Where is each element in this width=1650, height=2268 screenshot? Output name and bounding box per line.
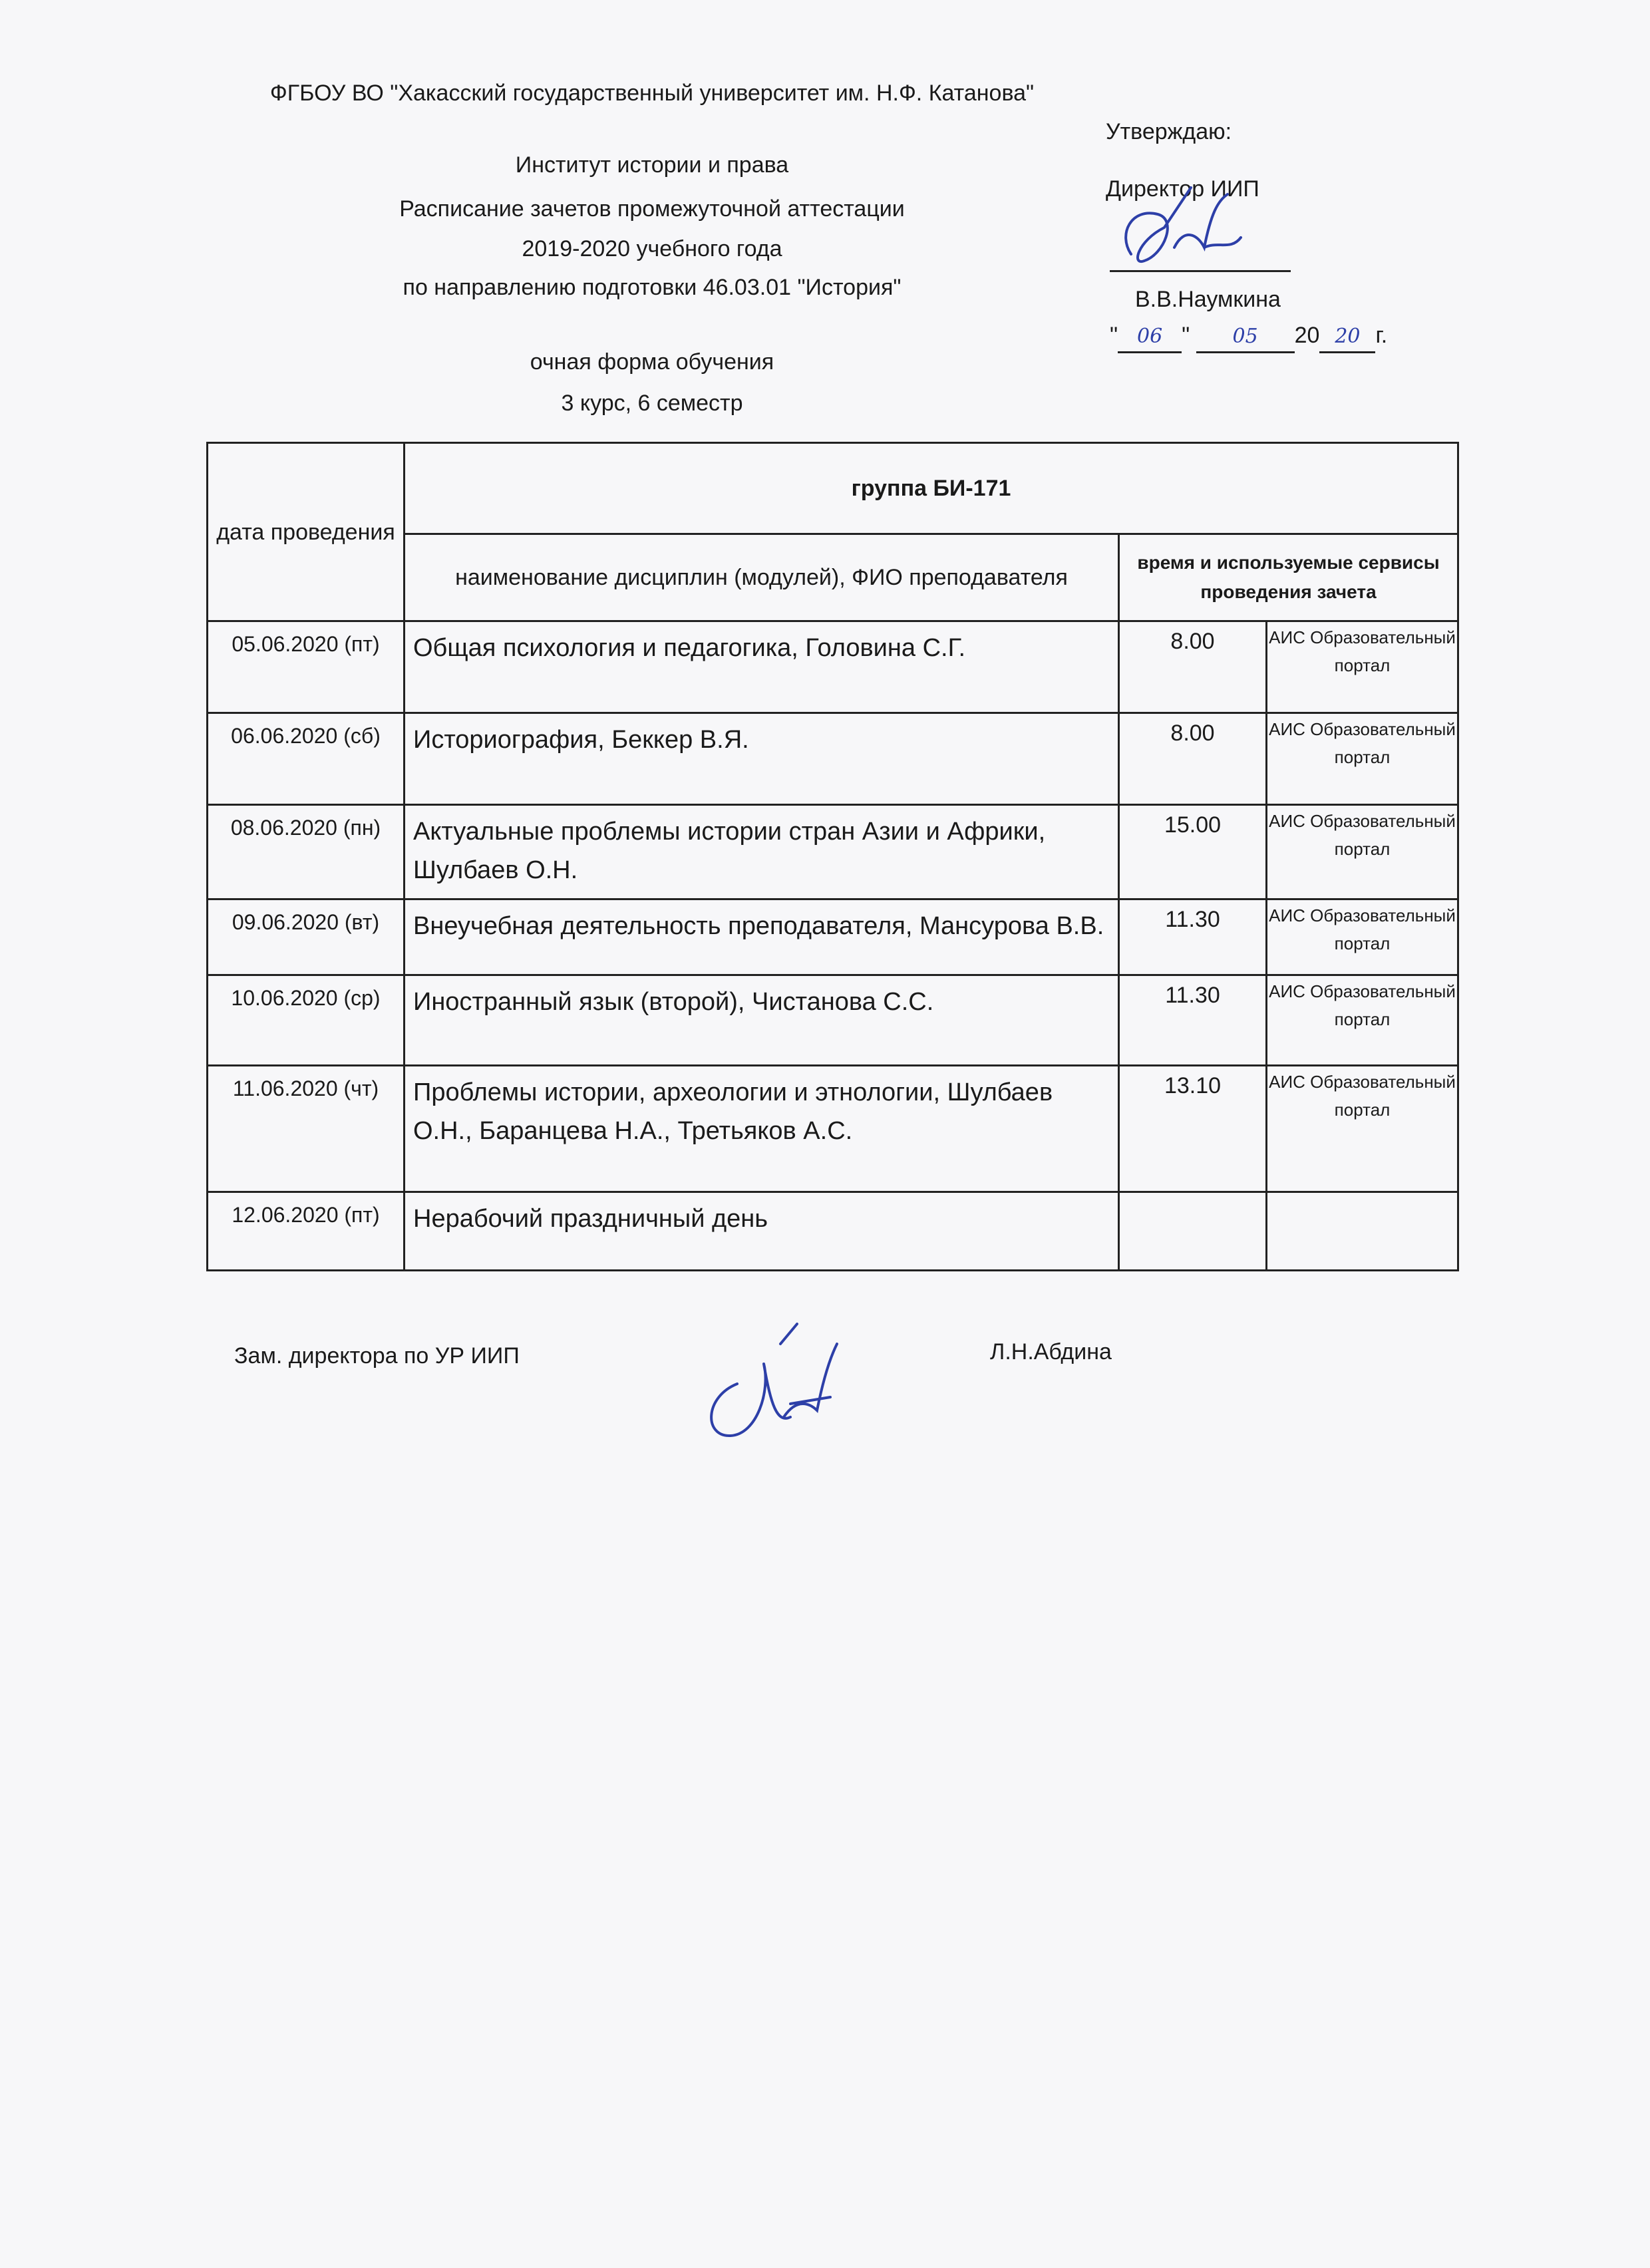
table-header-row <box>208 443 1458 534</box>
cell-date: 11.06.2020 (чт) <box>208 1066 405 1192</box>
cell-service <box>1267 1192 1458 1271</box>
institute-name: Институт истории и права <box>515 152 789 178</box>
table-row <box>208 975 1458 1066</box>
cell-discipline: Нерабочий праздничный день <box>405 1192 1119 1271</box>
deputy-signature <box>697 1317 844 1450</box>
cell-time: 15.00 <box>1119 805 1267 899</box>
cell-service: АИС Образовательный портал <box>1267 805 1458 899</box>
column-header-date: дата проведения <box>208 443 405 621</box>
deputy-position: Зам. директора по УР ИИП <box>234 1343 520 1369</box>
cell-service: АИС Образовательный портал <box>1267 621 1458 713</box>
cell-date: 06.06.2020 (сб) <box>208 713 405 805</box>
schedule-table <box>206 442 1459 1271</box>
cell-time: 8.00 <box>1119 621 1267 713</box>
table-row <box>208 1066 1458 1192</box>
table-row <box>208 1192 1458 1271</box>
table-row <box>208 621 1458 713</box>
approver-name: В.В.Наумкина <box>1135 287 1281 312</box>
cell-date: 10.06.2020 (ср) <box>208 975 405 1066</box>
cell-discipline: Общая психология и педагогика, Головина С.Г. <box>405 621 1119 713</box>
approval-date <box>1110 321 1387 353</box>
date-suffix: г. <box>1375 323 1388 348</box>
cell-discipline: Иностранный язык (второй), Чистанова С.С. <box>405 975 1119 1066</box>
date-year-suffix: 20 <box>1319 322 1375 353</box>
date-close-quote: " <box>1182 323 1190 348</box>
cell-time: 13.10 <box>1119 1066 1267 1192</box>
organization-name: ФГБОУ ВО "Хакасский государственный университет им. Н.Ф. Катанова" <box>269 81 1035 106</box>
table-body <box>208 621 1458 1271</box>
cell-time: 8.00 <box>1119 713 1267 805</box>
approve-label: Утверждаю: <box>1106 119 1232 144</box>
approver-position: Директор ИИП <box>1106 176 1259 202</box>
table-row <box>208 805 1458 899</box>
deputy-name: Л.Н.Абдина <box>990 1339 1112 1365</box>
cell-service: АИС Образовательный портал <box>1267 899 1458 975</box>
column-header-time-services: время и используемые сервисы проведения зачета <box>1119 534 1458 621</box>
cell-date: 05.06.2020 (пт) <box>208 621 405 713</box>
group-header: группа БИ-171 <box>405 443 1458 534</box>
director-signature <box>1104 174 1251 294</box>
course-semester: 3 курс, 6 семестр <box>561 391 743 416</box>
cell-service: АИС Образовательный портал <box>1267 1066 1458 1192</box>
table-row <box>208 713 1458 805</box>
cell-discipline: Историография, Беккер В.Я. <box>405 713 1119 805</box>
date-month: 05 <box>1196 322 1295 353</box>
date-open-quote: " <box>1110 323 1118 348</box>
academic-year: 2019-2020 учебного года <box>522 236 782 261</box>
document-title: Расписание зачетов промежуточной аттестации <box>399 196 905 222</box>
study-form: очная форма обучения <box>530 349 774 375</box>
cell-time: 11.30 <box>1119 899 1267 975</box>
cell-discipline: Актуальные проблемы истории стран Азии и Африки, Шулбаев О.Н. <box>405 805 1119 899</box>
date-day: 06 <box>1118 322 1182 353</box>
cell-discipline: Внеучебная деятельность преподавателя, Мансурова В.В. <box>405 899 1119 975</box>
cell-date: 09.06.2020 (вт) <box>208 899 405 975</box>
cell-time <box>1119 1192 1267 1271</box>
cell-discipline: Проблемы истории, археологии и этнологии, Шулбаев О.Н., Баранцева Н.А., Третьяков А.С. <box>405 1066 1119 1192</box>
table-row <box>208 899 1458 975</box>
study-direction: по направлению подготовки 46.03.01 "История" <box>403 275 902 300</box>
cell-service: АИС Образовательный портал <box>1267 975 1458 1066</box>
column-header-discipline: наименование дисциплин (модулей), ФИО преподавателя <box>405 534 1119 621</box>
cell-date: 12.06.2020 (пт) <box>208 1192 405 1271</box>
cell-date: 08.06.2020 (пн) <box>208 805 405 899</box>
date-year-prefix: 20 <box>1294 323 1320 348</box>
cell-service: АИС Образовательный портал <box>1267 713 1458 805</box>
cell-time: 11.30 <box>1119 975 1267 1066</box>
